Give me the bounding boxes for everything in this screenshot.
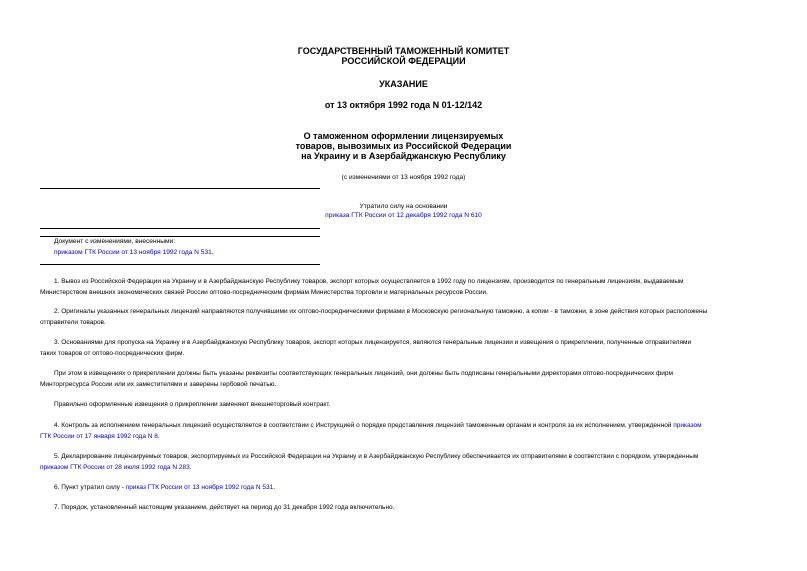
paragraph-7: 5. Декларирование лицензируемых товаров, экспортируемых из Российской Федерации на Украину и в Азербайджанскую Республику обеспечивается их отправителями в соответствии с порядком, утвержденным приказом ГТК России от 28 июля 1992 года N 283.	[40, 453, 699, 471]
instruction-order-link[interactable]: ГТК России от 17 января 1992 года N 8	[40, 432, 158, 440]
amendments-note: (с изменениями от 13 ноября 1992 года)	[341, 174, 466, 181]
paragraph-6: 4. Контроль за исполнением генеральных лицензий осуществляется в соответствии с Инструкцией о порядке представления лицензий таможенным органам и контроля за их исполнением, утвержденной приказом ГТК России от 17 января 1992 года N 8.	[40, 422, 702, 440]
repeal-order-link[interactable]: приказ ГТК России от 13 ноября 1992 года N 531	[125, 484, 274, 491]
lapsed-order-link[interactable]: приказа ГТК России от 12 декабря 1992 года N 610	[325, 212, 482, 219]
paragraph-9: 7. Порядок, установленный настоящим указанием, действует на период до 31 декабря 1992 года включительно.	[54, 504, 395, 511]
paragraph-1: 1. Вывоз из Российской Федерации на Украину и в Азербайджанскую Республику товаров, экспорт которых осуществляется в 1992 году по лицензиям, производится по генеральным лицензиям, выдаваемым Министерством внешних экономических связей России оптово-посредническим фирмам Министерства торговли и материальных ресурсов России.	[40, 278, 684, 296]
divider	[40, 188, 320, 189]
paragraph-3: 3. Основаниями для пропуска на Украину и в Азербайджанскую Республику товаров, экспорт которых лицензируется, являются генеральные лицензии и извещения о прикреплении, полученные отправителями таких товаров от оптово-посреднических фирм.	[40, 339, 692, 357]
document-subject-line-1: О таможенном оформлении лицензируемых	[303, 131, 504, 141]
document-subject-line-2: товаров, вывозимых из Российской Федерации	[295, 141, 512, 151]
document-date-number: от 13 октября 1992 года N 01-12/142	[324, 100, 483, 110]
divider	[40, 228, 320, 229]
paragraph-2: 2. Оригиналы указанных генеральных лицензий направляются получившими их оптово-посредническими фирмами в Московскую региональную таможню, а копии - в таможни, в зоне действия которых расположены отправители товаров.	[40, 308, 708, 326]
lapsed-note: Утратило силу на основании	[359, 203, 448, 210]
document-type: УКАЗАНИЕ	[379, 79, 428, 89]
changes-note-link-line: приказом ГТК России от 13 ноября 1992 года N 531.	[54, 249, 214, 256]
issuer-line-1: ГОСУДАРСТВЕННЫЙ ТАМОЖЕННЫЙ КОМИТЕТ	[297, 46, 510, 56]
document-subject-line-3: на Украину и в Азербайджанскую Республику	[301, 151, 506, 161]
instruction-order-link-start[interactable]: приказом	[673, 422, 702, 429]
lapsed-note-link-line	[40, 211, 767, 220]
divider	[40, 264, 320, 265]
paragraph-5: Правильно оформленные извещения о прикреплении заменяют внешнеторговый контракт.	[54, 401, 331, 408]
paragraph-8: 6. Пункт утратил силу - приказ ГТК России от 13 ноября 1992 года N 531.	[54, 484, 276, 491]
changes-note: Документ с изменениями, внесенными:	[54, 238, 176, 245]
declaration-order-link[interactable]: приказом ГТК России от 28 июля 1992 года N 283	[40, 463, 190, 471]
changes-order-link[interactable]: приказом ГТК России от 13 ноября 1992 года N 531	[54, 249, 212, 256]
issuer-line-2: РОССИЙСКОЙ ФЕДЕРАЦИИ	[341, 56, 466, 66]
paragraph-4: При этом в извещениях о прикреплении должны быть указаны реквизиты соответствующих генеральных лицензий, они должны быть подписаны генеральными директорами оптово-посреднических фирм Минторгресурса России или их заместителями и заверены гербовой печатью.	[40, 370, 674, 388]
